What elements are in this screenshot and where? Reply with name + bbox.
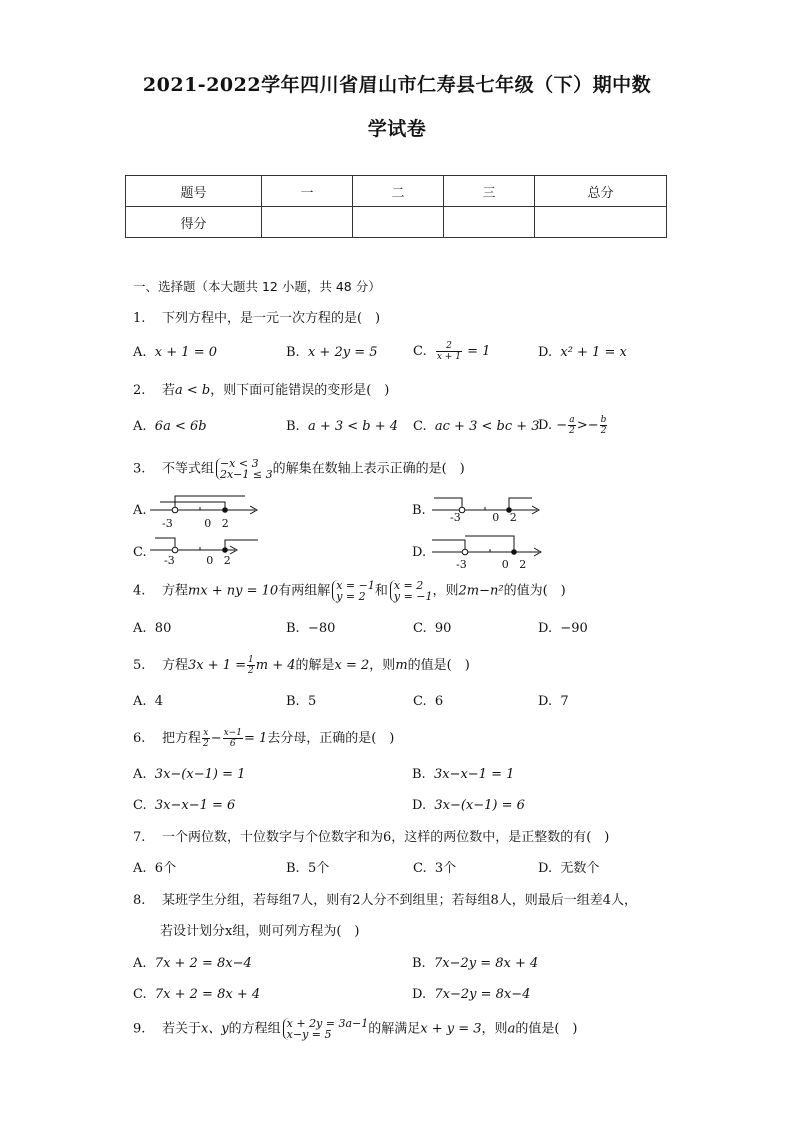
q6-option-b[interactable]: B. 3x−x−1 = 1 — [412, 767, 515, 782]
q3-option-d[interactable]: D. — [412, 545, 427, 560]
q4-option-c[interactable]: C. 90 — [413, 621, 452, 636]
q2-option-d[interactable]: D. − $\frac{a}{2}$ >− $\frac{b}{2}$ — [538, 415, 607, 436]
section-heading: 一、选择题（本大题共 12 小题，共 48 分） — [133, 279, 381, 294]
score-header-cell: 总分 — [535, 176, 667, 207]
q6-option-d[interactable]: D. 3x−(x−1) = 6 — [412, 798, 525, 813]
q8-option-d[interactable]: D. 7x−2y = 8x−4 — [412, 987, 531, 1002]
q8-option-b[interactable]: B. 7x−2y = 8x + 4 — [412, 956, 539, 971]
q6-option-c[interactable]: C. 3x−x−1 = 6 — [133, 798, 236, 813]
question-6: 6. 把方程 $\frac{x}{2}$ − $\frac{x-1}{6}$ = 1去分母，正确的是( ) — [133, 728, 395, 749]
q2-option-c[interactable]: C. ac + 3 < bc + 3 — [413, 419, 540, 434]
q1-option-c[interactable]: C. $\frac{2}{x + 1}$ = 1 — [413, 341, 491, 362]
score-cell — [535, 207, 667, 238]
q8-option-c[interactable]: C. 7x + 2 = 8x + 4 — [133, 987, 261, 1002]
question-8-line2: 若设计划分x组，则可列方程为( ) — [160, 924, 360, 939]
q5-option-b[interactable]: B. 5 — [286, 694, 317, 709]
q3-ticks-b: -3 0 2 — [450, 511, 517, 524]
question-number: 1. — [133, 311, 146, 326]
question-9: 9. 若关于x、y的方程组 x + 2y = 3a−1 x−y = 5 的解满足x + y = 3，则a的值是( ) — [133, 1017, 578, 1041]
q4-option-a[interactable]: A. 80 — [133, 621, 172, 636]
score-header-cell: 二 — [353, 176, 444, 207]
score-table-score-row — [126, 207, 667, 238]
score-row-label: 得分 — [126, 207, 262, 238]
score-cell — [353, 207, 444, 238]
score-header-cell: 题号 — [126, 176, 262, 207]
q3-ticks-c: -3 0 2 — [164, 554, 231, 567]
q7-option-c[interactable]: C. 3个 — [413, 861, 457, 876]
score-header-cell: 三 — [444, 176, 535, 207]
q1-option-a[interactable]: A. x + 1 = 0 — [133, 345, 217, 360]
q6-option-a[interactable]: A. 3x−(x−1) = 1 — [133, 767, 246, 782]
q5-option-d[interactable]: D. 7 — [538, 694, 569, 709]
question-8: 8. 某班学生分组，若每组7人，则有2人分不到组里；若每组8人，则最后一组差4人， — [133, 893, 638, 908]
q1-option-d[interactable]: D. x² + 1 = x — [538, 345, 627, 360]
q3-ticks-d: -3 0 2 — [456, 558, 527, 571]
q2-option-a[interactable]: A. 6a < 6b — [133, 419, 207, 434]
q3-option-a[interactable]: A. — [133, 503, 147, 518]
q3-option-c[interactable]: C. — [133, 545, 147, 560]
score-cell — [444, 207, 535, 238]
q8-option-a[interactable]: A. 7x + 2 = 8x−4 — [133, 956, 252, 971]
q2-option-b[interactable]: B. a + 3 < b + 4 — [286, 419, 399, 434]
question-7: 7. 一个两位数，十位数字与个位数字和为6，这样的两位数中，是正整数的有( ) — [133, 830, 610, 845]
q1-option-b[interactable]: B. x + 2y = 5 — [286, 345, 378, 360]
q4-option-b[interactable]: B. −80 — [286, 621, 336, 636]
q7-option-b[interactable]: B. 5个 — [286, 861, 330, 876]
q3-ticks-a: -3 0 2 — [162, 517, 229, 530]
score-header-cell: 一 — [262, 176, 353, 207]
question-4: 4. 方程mx + ny = 10有两组解 x = −1 y = 2 和 x = 2 y = −1 ，则2m−n²的值为( ) — [133, 579, 566, 603]
question-1 — [133, 310, 380, 328]
q7-option-d[interactable]: D. 无数个 — [538, 861, 600, 876]
question-2: 2. 若a < b，则下面可能错误的变形是( ) — [133, 383, 390, 398]
doc-title-line1: 2021-2022学年四川省眉山市仁寿县七年级（下）期中数 — [142, 74, 652, 96]
q3-option-b[interactable]: B. — [412, 503, 426, 518]
score-table — [125, 175, 667, 238]
score-table-header-row — [126, 176, 667, 207]
q5-option-c[interactable]: C. 6 — [413, 694, 444, 709]
q7-option-a[interactable]: A. 6个 — [133, 861, 177, 876]
score-cell — [262, 207, 353, 238]
question-3: 3. 不等式组 −x < 3 2x−1 ≤ 3 的解集在数轴上表示正确的是( ) — [133, 457, 465, 481]
doc-title-line2: 学试卷 — [367, 118, 427, 140]
question-text: 下列方程中，是一元一次方程的是( ) — [161, 311, 381, 326]
question-5: 5. 方程3x + 1 = $\frac{1}{2}$ m + 4的解是x = 2，则m的值是( ) — [133, 655, 470, 676]
q5-option-a[interactable]: A. 4 — [133, 694, 164, 709]
q4-option-d[interactable]: D. −90 — [538, 621, 588, 636]
